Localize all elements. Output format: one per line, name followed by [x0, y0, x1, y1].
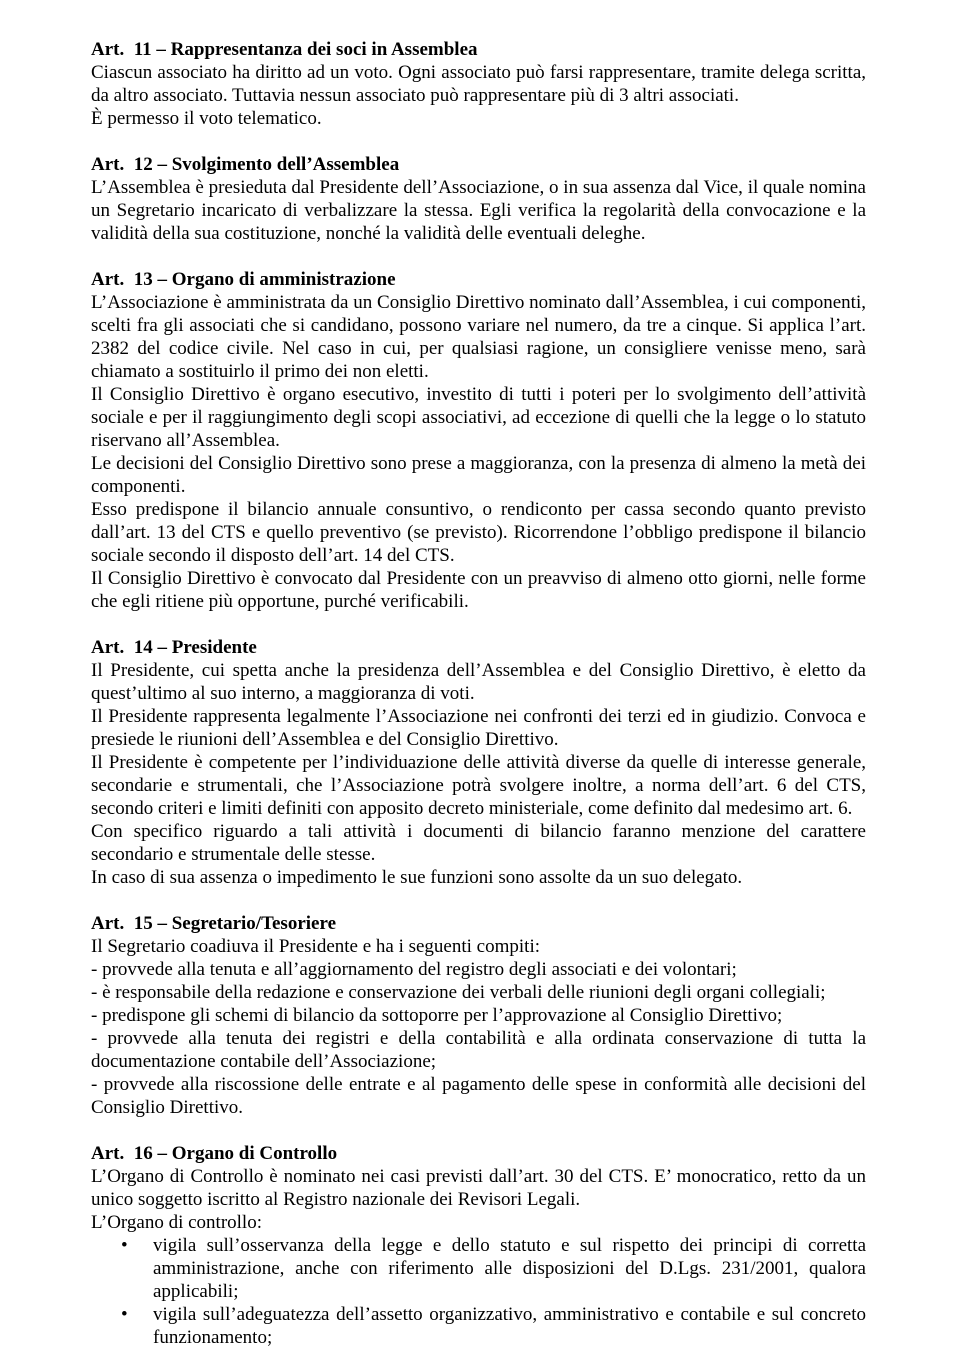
bullet-text: vigila sull’osservanza della legge e dello statuto e sul rispetto dei principi di corretta amministrazione, anche con riferimento alle disposizioni del D.Lgs. 231/2001, qualora applicabili;: [153, 1235, 866, 1302]
paragraph: L’Assemblea è presieduta dal Presidente dell’Associazione, o in sua assenza dal Vice, il quale nomina un Segretario incaricato di verbalizzare la stessa. Egli verifica la regolarità della convocazione e la validità della sua costituzione, nonché la validità delle eventuali deleghe.: [91, 177, 866, 244]
bullet-icon: •: [121, 1304, 128, 1325]
paragraph: - è responsabile della redazione e conservazione dei verbali delle riunioni degli organi collegiali;: [91, 982, 826, 1003]
paragraph: L’Organo di Controllo è nominato nei casi previsti dall’art. 30 del CTS. E’ monocratico, retto da un unico soggetto iscritto al Registro nazionale dei Revisori Legali.: [91, 1166, 866, 1210]
article-heading: Art. 13 – Organo di amministrazione: [91, 269, 396, 290]
paragraph: Il Segretario coadiuva il Presidente e ha i seguenti compiti:: [91, 936, 541, 957]
article: [91, 1142, 866, 1349]
article-heading: Art. 12 – Svolgimento dell’Assemblea: [91, 154, 400, 175]
paragraph: Le decisioni del Consiglio Direttivo sono prese a maggioranza, con la presenza di almeno la metà dei componenti.: [91, 453, 866, 497]
paragraph: - provvede alla riscossione delle entrate e al pagamento delle spese in conformità alle decisioni del Consiglio Direttivo.: [91, 1074, 866, 1118]
article: [91, 268, 866, 613]
article: [91, 38, 866, 130]
paragraph: L’Associazione è amministrata da un Consiglio Direttivo nominato dall’Assemblea, i cui componenti, scelti fra gli associati che si candidano, possono variare nel numero, da tre a cinque. Si applica l’art. 2382 del codice civile. Nel caso in cui, per qualsiasi ragione, un consigliere venisse meno, sarà chiamato a sostituirlo il primo dei non eletti.: [91, 292, 866, 382]
paragraph: - predispone gli schemi di bilancio da sottoporre per l’approvazione al Consiglio Direttivo;: [91, 1005, 783, 1026]
paragraph: - provvede alla tenuta e all’aggiornamento del registro degli associati e dei volontari;: [91, 959, 737, 980]
article-heading: Art. 14 – Presidente: [91, 637, 257, 658]
article-heading: Art. 16 – Organo di Controllo: [91, 1143, 338, 1164]
paragraph: Ciascun associato ha diritto ad un voto. Ogni associato può farsi rappresentare, tramite delega scritta, da altro associato. Tuttavia nessun associato può rappresentare più di 3 altri associati.: [91, 62, 866, 106]
article-heading: Art. 15 – Segretario/Tesoriere: [91, 913, 336, 934]
paragraph: Il Presidente rappresenta legalmente l’Associazione nei confronti dei terzi ed in giudizio. Convoca e presiede le riunioni dell’Assemblea e del Consiglio Direttivo.: [91, 706, 866, 750]
article: [91, 912, 866, 1119]
paragraph: Esso predispone il bilancio annuale consuntivo, o rendiconto per cassa secondo quanto previsto dall’art. 13 del CTS e quello preventivo (se previsto). Ricorrendone l’obbligo predispone il bilancio sociale secondo il disposto dell’art. 14 del CTS.: [91, 499, 866, 566]
paragraph: L’Organo di controllo:: [91, 1212, 262, 1233]
paragraph: In caso di sua assenza o impedimento le sue funzioni sono assolte da un suo delegato.: [91, 867, 743, 888]
paragraph: È permesso il voto telematico.: [91, 108, 322, 129]
bullet-icon: •: [121, 1235, 128, 1256]
articles-container: [91, 38, 866, 1349]
bullet-list-item: [91, 1303, 866, 1349]
paragraph: Il Consiglio Direttivo è organo esecutivo, investito di tutti i poteri per lo svolgimento dell’attività sociale e per il raggiungimento degli scopi associativi, ad eccezione di quelli che la legge o lo statuto riservano all’Assemblea.: [91, 384, 866, 451]
bullet-list-item: [91, 1234, 866, 1303]
article: [91, 153, 866, 245]
paragraph: Con specifico riguardo a tali attività i documenti di bilancio faranno menzione del carattere secondario e strumentale delle stesse.: [91, 821, 866, 865]
article-heading: Art. 11 – Rappresentanza dei soci in Assemblea: [91, 39, 478, 60]
paragraph: - provvede alla tenuta dei registri e della contabilità e alla ordinata conservazione di tutta la documentazione contabile dell’Associazione;: [91, 1028, 866, 1072]
article: [91, 636, 866, 889]
paragraph: Il Consiglio Direttivo è convocato dal Presidente con un preavviso di almeno otto giorni, nelle forme che egli ritiene più opportune, purché verificabili.: [91, 568, 866, 612]
paragraph: Il Presidente è competente per l’individuazione delle attività diverse da quelle di interesse generale, secondarie e strumentali, che l’Associazione potrà svolgere inoltre, a norma dell’art. 6 del CTS, secondo criteri e limiti definiti con apposito decreto ministeriale, come definito dal medesimo art. 6.: [91, 752, 866, 819]
paragraph: Il Presidente, cui spetta anche la presidenza dell’Assemblea e del Consiglio Direttivo, è eletto da quest’ultimo al suo interno, a maggioranza di voti.: [91, 660, 866, 704]
bullet-text: vigila sull’adeguatezza dell’assetto organizzativo, amministrativo e contabile e sul concreto funzionamento;: [153, 1304, 866, 1348]
